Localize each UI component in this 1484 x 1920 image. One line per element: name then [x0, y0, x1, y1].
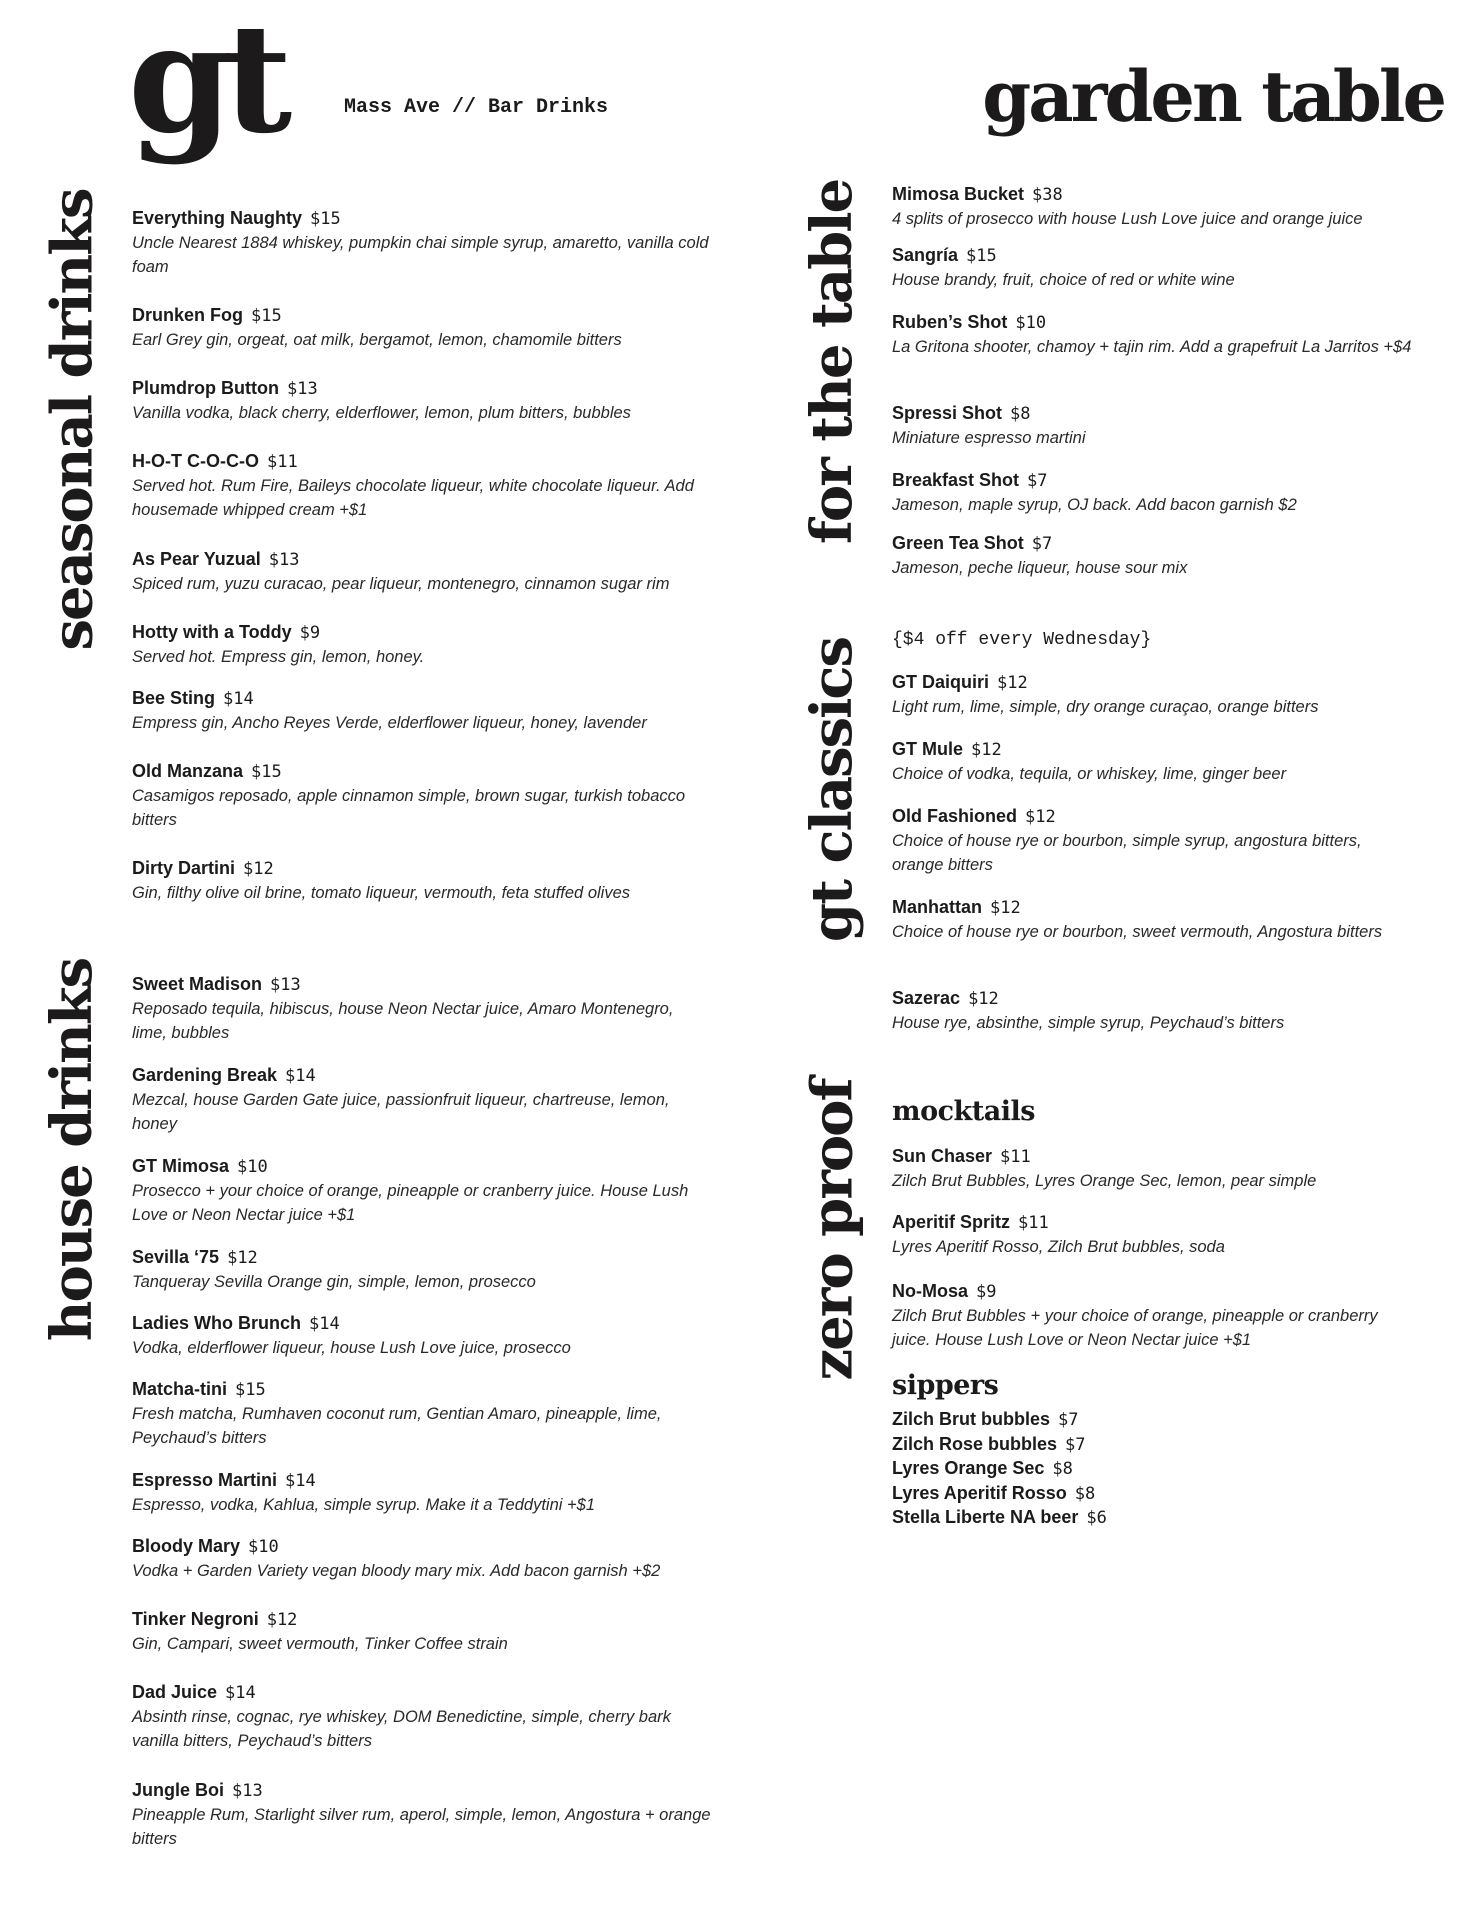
- menu-item-header: [892, 670, 1412, 695]
- menu-item-price: $8: [1010, 404, 1031, 424]
- sipper-name: Lyres Orange Sec: [892, 1458, 1045, 1478]
- menu-item-name: Sweet Madison: [132, 974, 263, 994]
- brand-name: garden table: [982, 55, 1444, 138]
- menu-item-price: $15: [310, 209, 341, 229]
- menu-item-name: Ladies Who Brunch: [132, 1313, 302, 1333]
- menu-item-description: Jameson, maple syrup, OJ back. Add bacon garnish $2: [892, 496, 1297, 514]
- menu-item: [132, 1311, 712, 1360]
- menu-item-description: La Gritona shooter, chamoy + tajin rim. Add a grapefruit La Jarritos +$4: [892, 338, 1412, 356]
- sipper-name: Zilch Brut bubbles: [892, 1409, 1051, 1429]
- menu-item: [132, 1607, 712, 1656]
- menu-item-description: Uncle Nearest 1884 whiskey, pumpkin chai simple syrup, amaretto, vanilla cold foam: [132, 234, 709, 276]
- menu-item-description: Earl Grey gin, orgeat, oat milk, bergamot, lemon, chamomile bitters: [132, 331, 622, 349]
- sipper-item: [892, 1482, 1107, 1507]
- menu-item-header: [132, 303, 712, 328]
- menu-item-name: Old Fashioned: [892, 806, 1018, 826]
- menu-item-header: [132, 1377, 712, 1402]
- menu-item-price: $7: [1027, 471, 1048, 491]
- sipper-price: $7: [1065, 1434, 1086, 1455]
- menu-item-name: GT Mule: [892, 739, 963, 759]
- menu-item-header: [132, 1154, 712, 1179]
- menu-item-description: Gin, Campari, sweet vermouth, Tinker Coffee strain: [132, 1635, 508, 1653]
- menu-item: [132, 972, 712, 1045]
- menu-item-name: Old Manzana: [132, 761, 244, 781]
- menu-item-name: As Pear Yuzual: [132, 549, 261, 569]
- menu-item-header: [132, 376, 712, 401]
- menu-item: [132, 1245, 712, 1294]
- menu-item-name: GT Mimosa: [132, 1156, 230, 1176]
- menu-item-price: $7: [1031, 534, 1053, 554]
- menu-item-description: Empress gin, Ancho Reyes Verde, elderflower liqueur, honey, lavender: [132, 714, 647, 732]
- section-title-house-drinks: house drinks: [39, 958, 106, 1342]
- menu-item-price: $13: [286, 379, 318, 399]
- section-title-zero-proof: zero proof: [799, 1079, 866, 1381]
- menu-item-name: Dad Juice: [132, 1682, 218, 1702]
- menu-item-description: Fresh matcha, Rumhaven coconut rum, Gentian Amaro, pineapple, lime, Peychaud’s bitters: [132, 1405, 662, 1447]
- menu-item-description: Vodka, elderflower liqueur, house Lush Love juice, prosecco: [132, 1339, 571, 1357]
- menu-item: [132, 303, 712, 352]
- menu-item-description: Casamigos reposado, apple cinnamon simple, brown sugar, turkish tobacco bitters: [132, 787, 686, 829]
- menu-item-name: Sazerac: [892, 988, 961, 1008]
- menu-item-header: [892, 243, 1412, 268]
- menu-item-name: Dirty Dartini: [132, 858, 236, 878]
- menu-item-description: Served hot. Rum Fire, Baileys chocolate liqueur, white chocolate liqueur. Add housemade whipped cream +$1: [132, 477, 694, 519]
- menu-item: [892, 531, 1412, 580]
- menu-item-name: Ruben’s Shot: [892, 312, 1008, 332]
- menu-item-name: Everything Naughty: [132, 208, 303, 228]
- section-title-for-the-table: for the table: [799, 179, 866, 545]
- menu-item-header: [132, 620, 712, 645]
- menu-item-name: Manhattan: [892, 897, 982, 917]
- menu-item-name: Aperitif Spritz: [892, 1212, 1011, 1232]
- sipper-item: [892, 1506, 1107, 1531]
- menu-item-price: $12: [227, 1248, 258, 1268]
- menu-item-price: $15: [235, 1380, 266, 1400]
- menu-item-description: House rye, absinthe, simple syrup, Peychaud’s bitters: [892, 1014, 1285, 1032]
- menu-item-description: Served hot. Empress gin, lemon, honey.: [132, 648, 425, 666]
- menu-item-description: Absinth rinse, cognac, rye whiskey, DOM Benedictine, simple, cherry bark vanilla bitters, Peychaud’s bitters: [132, 1708, 671, 1750]
- menu-item-header: [132, 547, 712, 572]
- mocktails-heading: mocktails: [892, 1096, 1035, 1127]
- menu-item-price: $9: [299, 623, 321, 643]
- menu-item-name: Hotty with a Toddy: [132, 622, 292, 642]
- menu-item-price: $11: [1018, 1213, 1049, 1233]
- menu-item-description: Lyres Aperitif Rosso, Zilch Brut bubbles, soda: [892, 1238, 1225, 1256]
- gt-logo: gt: [128, 0, 283, 167]
- sipper-item: [892, 1408, 1107, 1433]
- menu-item-price: $14: [285, 1471, 316, 1491]
- menu-item-header: [132, 1534, 712, 1559]
- menu-item: [132, 547, 712, 596]
- menu-item-header: [892, 310, 1412, 335]
- menu-item-name: No-Mosa: [892, 1281, 968, 1301]
- menu-item-header: [892, 1144, 1412, 1169]
- menu-item-name: Plumdrop Button: [132, 378, 279, 398]
- section-title-seasonal-drinks: seasonal drinks: [39, 189, 106, 651]
- menu-item: [892, 1144, 1412, 1193]
- menu-item-header: [132, 686, 712, 711]
- menu-subtitle: Mass Ave // Bar Drinks: [344, 96, 609, 119]
- menu-item-price: $12: [1025, 807, 1056, 827]
- menu-item-description: Tanqueray Sevilla Orange gin, simple, lemon, prosecco: [132, 1273, 536, 1291]
- menu-item-name: Bee Sting: [132, 688, 216, 708]
- sipper-price: $6: [1086, 1508, 1107, 1528]
- menu-item-name: Sevilla ‘75: [132, 1247, 220, 1267]
- menu-item-name: Sangría: [892, 245, 959, 265]
- menu-item: [892, 468, 1412, 517]
- menu-item-header: [892, 401, 1412, 426]
- menu-item-name: Jungle Boi: [132, 1780, 225, 1800]
- menu-item-price: $10: [1015, 313, 1047, 333]
- menu-item-name: Matcha-tini: [132, 1379, 228, 1399]
- menu-item-description: Choice of house rye or bourbon, sweet vermouth, Angostura bitters: [892, 923, 1383, 941]
- menu-item-price: $12: [266, 1610, 298, 1630]
- menu-item-name: GT Daiquiri: [892, 672, 990, 692]
- menu-item-header: [132, 1063, 712, 1088]
- menu-item-header: [132, 1607, 712, 1632]
- menu-item: [132, 376, 712, 425]
- menu-item-name: Gardening Break: [132, 1065, 278, 1085]
- menu-item-price: $12: [968, 989, 999, 1009]
- menu-item-price: $14: [309, 1314, 340, 1334]
- menu-item: [892, 182, 1412, 231]
- menu-item: [132, 1534, 712, 1583]
- menu-item-description: Miniature espresso martini: [892, 429, 1086, 447]
- menu-item-price: $13: [232, 1781, 263, 1801]
- menu-item-price: $13: [268, 550, 300, 570]
- menu-item-price: $14: [225, 1683, 256, 1703]
- menu-item-description: Light rum, lime, simple, dry orange curaçao, orange bitters: [892, 698, 1319, 716]
- menu-item-price: $38: [1032, 185, 1063, 205]
- menu-item-header: [132, 759, 712, 784]
- section-title-gt-classics: gt classics: [799, 637, 866, 943]
- menu-item-description: Gin, filthy olive oil brine, tomato liqueur, vermouth, feta stuffed olives: [132, 884, 630, 902]
- menu-item-description: Vanilla vodka, black cherry, elderflower, lemon, plum bitters, bubbles: [132, 404, 631, 422]
- menu-item-description: Vodka + Garden Variety vegan bloody mary mix. Add bacon garnish +$2: [132, 1562, 661, 1580]
- menu-item: [132, 1778, 712, 1851]
- menu-item-price: $10: [248, 1537, 279, 1557]
- menu-item-price: $15: [966, 246, 997, 266]
- menu-item-description: Jameson, peche liqueur, house sour mix: [892, 559, 1188, 577]
- menu-item-header: [132, 206, 712, 231]
- menu-item-header: [132, 449, 712, 474]
- menu-item: [892, 1279, 1412, 1352]
- sipper-name: Zilch Rose bubbles: [892, 1433, 1058, 1454]
- menu-item-price: $11: [266, 452, 298, 472]
- menu-item-header: [132, 1778, 712, 1803]
- sipper-name: Lyres Aperitif Rosso: [892, 1482, 1067, 1503]
- menu-item: [892, 986, 1412, 1035]
- menu-item: [892, 895, 1412, 944]
- sipper-name: Stella Liberte NA beer: [892, 1507, 1079, 1527]
- wednesday-promo: {$4 off every Wednesday}: [892, 630, 1152, 650]
- menu-item: [132, 1154, 712, 1227]
- menu-item-price: $12: [990, 898, 1021, 918]
- menu-item-price: $13: [270, 975, 301, 995]
- menu-item-description: Spiced rum, yuzu curacao, pear liqueur, montenegro, cinnamon sugar rim: [132, 575, 670, 593]
- menu-item-name: Green Tea Shot: [892, 533, 1024, 553]
- menu-item-description: House brandy, fruit, choice of red or white wine: [892, 271, 1235, 289]
- menu-item: [132, 1063, 712, 1136]
- menu-item-header: [892, 1210, 1412, 1235]
- menu-item-description: 4 splits of prosecco with house Lush Love juice and orange juice: [892, 210, 1363, 228]
- menu-item-price: $14: [223, 689, 254, 709]
- menu-item-name: Spressi Shot: [892, 403, 1003, 423]
- menu-item-header: [132, 856, 712, 881]
- menu-item-header: [132, 1245, 712, 1270]
- menu-item-price: $12: [971, 740, 1002, 760]
- menu-item-price: $15: [251, 306, 282, 326]
- menu-item-description: Pineapple Rum, Starlight silver rum, aperol, simple, lemon, Angostura + orange bitters: [132, 1806, 711, 1848]
- menu-item: [892, 243, 1412, 292]
- menu-item-description: Mezcal, house Garden Gate juice, passionfruit liqueur, chartreuse, lemon, honey: [132, 1091, 670, 1133]
- sippers-list: [892, 1408, 1107, 1531]
- menu-item: [132, 620, 712, 669]
- sipper-price: $8: [1052, 1459, 1073, 1479]
- menu-item-header: [892, 1279, 1412, 1304]
- menu-item-header: [892, 986, 1412, 1011]
- menu-item: [892, 804, 1412, 877]
- menu-item-header: [892, 895, 1412, 920]
- menu-item-name: Tinker Negroni: [132, 1609, 259, 1629]
- menu-item-header: [892, 804, 1412, 829]
- menu-item-header: [892, 468, 1412, 493]
- menu-item-header: [892, 531, 1412, 556]
- menu-item: [132, 1377, 712, 1450]
- menu-item-name: Drunken Fog: [132, 305, 243, 325]
- menu-item: [892, 1210, 1412, 1259]
- menu-item: [132, 206, 712, 279]
- menu-item-price: $15: [251, 762, 282, 782]
- menu-item: [132, 449, 712, 522]
- menu-item: [132, 686, 712, 735]
- menu-item: [892, 670, 1412, 719]
- menu-item: [892, 737, 1412, 786]
- menu-item-header: [132, 1311, 712, 1336]
- menu-item: [132, 1468, 712, 1517]
- sippers-heading: sippers: [892, 1370, 999, 1401]
- menu-item: [132, 856, 712, 905]
- menu-item-header: [132, 1680, 712, 1705]
- menu-item-name: Espresso Martini: [132, 1470, 278, 1490]
- sipper-price: $8: [1074, 1483, 1096, 1504]
- menu-item-header: [132, 1468, 712, 1493]
- menu-item-price: $12: [997, 673, 1028, 693]
- menu-item-description: Zilch Brut Bubbles + your choice of orange, pineapple or cranberry juice. House Lush Love or Neon Nectar juice +$1: [892, 1307, 1378, 1349]
- menu-item: [132, 759, 712, 832]
- menu-item-header: [892, 737, 1412, 762]
- menu-item-header: [892, 182, 1412, 207]
- menu-item: [892, 401, 1412, 450]
- menu-item-name: H-O-T C-O-C-O: [132, 451, 259, 471]
- menu-item-price: $9: [976, 1282, 997, 1302]
- menu-item-description: Reposado tequila, hibiscus, house Neon Nectar juice, Amaro Montenegro, lime, bubbles: [132, 1000, 674, 1042]
- menu-item-price: $11: [1000, 1147, 1031, 1167]
- menu-item-name: Sun Chaser: [892, 1146, 993, 1166]
- menu-item-name: Bloody Mary: [132, 1536, 241, 1556]
- menu-item-name: Mimosa Bucket: [892, 184, 1025, 204]
- menu-item-price: $14: [285, 1066, 316, 1086]
- menu-item-description: Choice of house rye or bourbon, simple syrup, angostura bitters, orange bitters: [892, 832, 1362, 874]
- menu-item-description: Zilch Brut Bubbles, Lyres Orange Sec, lemon, pear simple: [892, 1172, 1317, 1190]
- menu-item-name: Breakfast Shot: [892, 470, 1020, 490]
- sipper-item: [892, 1433, 1107, 1458]
- menu-item-description: Espresso, vodka, Kahlua, simple syrup. Make it a Teddytini +$1: [132, 1496, 596, 1514]
- menu-item: [132, 1680, 712, 1753]
- menu-item-price: $12: [243, 859, 274, 879]
- sipper-price: $7: [1058, 1410, 1079, 1430]
- menu-item-price: $10: [237, 1157, 268, 1177]
- menu-item-description: Prosecco + your choice of orange, pineapple or cranberry juice. House Lush Love or Neon Nectar juice +$1: [132, 1182, 689, 1224]
- sipper-item: [892, 1457, 1107, 1482]
- menu-item-header: [132, 972, 712, 997]
- menu-item-description: Choice of vodka, tequila, or whiskey, lime, ginger beer: [892, 765, 1287, 783]
- menu-item: [892, 310, 1412, 359]
